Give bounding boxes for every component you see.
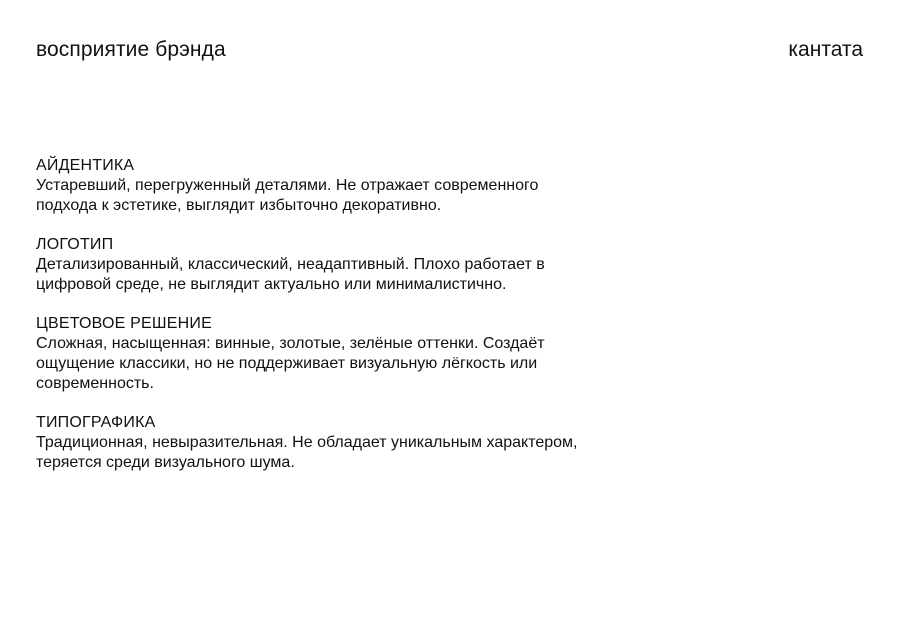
section-body bbox=[36, 433, 676, 473]
section-body-line: современность. bbox=[36, 375, 154, 392]
section-body bbox=[36, 334, 676, 394]
section-logo bbox=[36, 235, 676, 295]
section-typography bbox=[36, 413, 676, 473]
section-body-line: ощущение классики, но не поддерживает визуальную лёгкость или bbox=[36, 355, 538, 372]
section-body-line: Устаревший, перегруженный деталями. Не отражает современного bbox=[36, 177, 539, 194]
section-body-line: Традиционная, невыразительная. Не обладает уникальным характером, bbox=[36, 434, 578, 451]
section-body-line: Сложная, насыщенная: винные, золотые, зелёные оттенки. Создаёт bbox=[36, 335, 545, 352]
section-heading: АЙДЕНТИКА bbox=[36, 157, 135, 174]
section-body-line: теряется среди визуального шума. bbox=[36, 454, 295, 471]
section-color-scheme bbox=[36, 314, 676, 394]
section-body-line: цифровой среде, не выглядит актуально или минималистично. bbox=[36, 276, 507, 293]
section-body-line: Детализированный, классический, неадаптивный. Плохо работает в bbox=[36, 256, 545, 273]
section-body bbox=[36, 176, 676, 216]
page-title: восприятие брэнда bbox=[36, 38, 226, 61]
section-body bbox=[36, 255, 676, 295]
section-heading: ТИПОГРАФИКА bbox=[36, 414, 156, 431]
brand-name: кантата bbox=[788, 38, 863, 61]
section-heading: ЦВЕТОВОЕ РЕШЕНИЕ bbox=[36, 315, 212, 332]
section-identity bbox=[36, 156, 676, 216]
section-heading: ЛОГОТИП bbox=[36, 236, 114, 253]
section-body-line: подхода к эстетике, выглядит избыточно декоративно. bbox=[36, 197, 442, 214]
sections-list bbox=[36, 156, 676, 492]
